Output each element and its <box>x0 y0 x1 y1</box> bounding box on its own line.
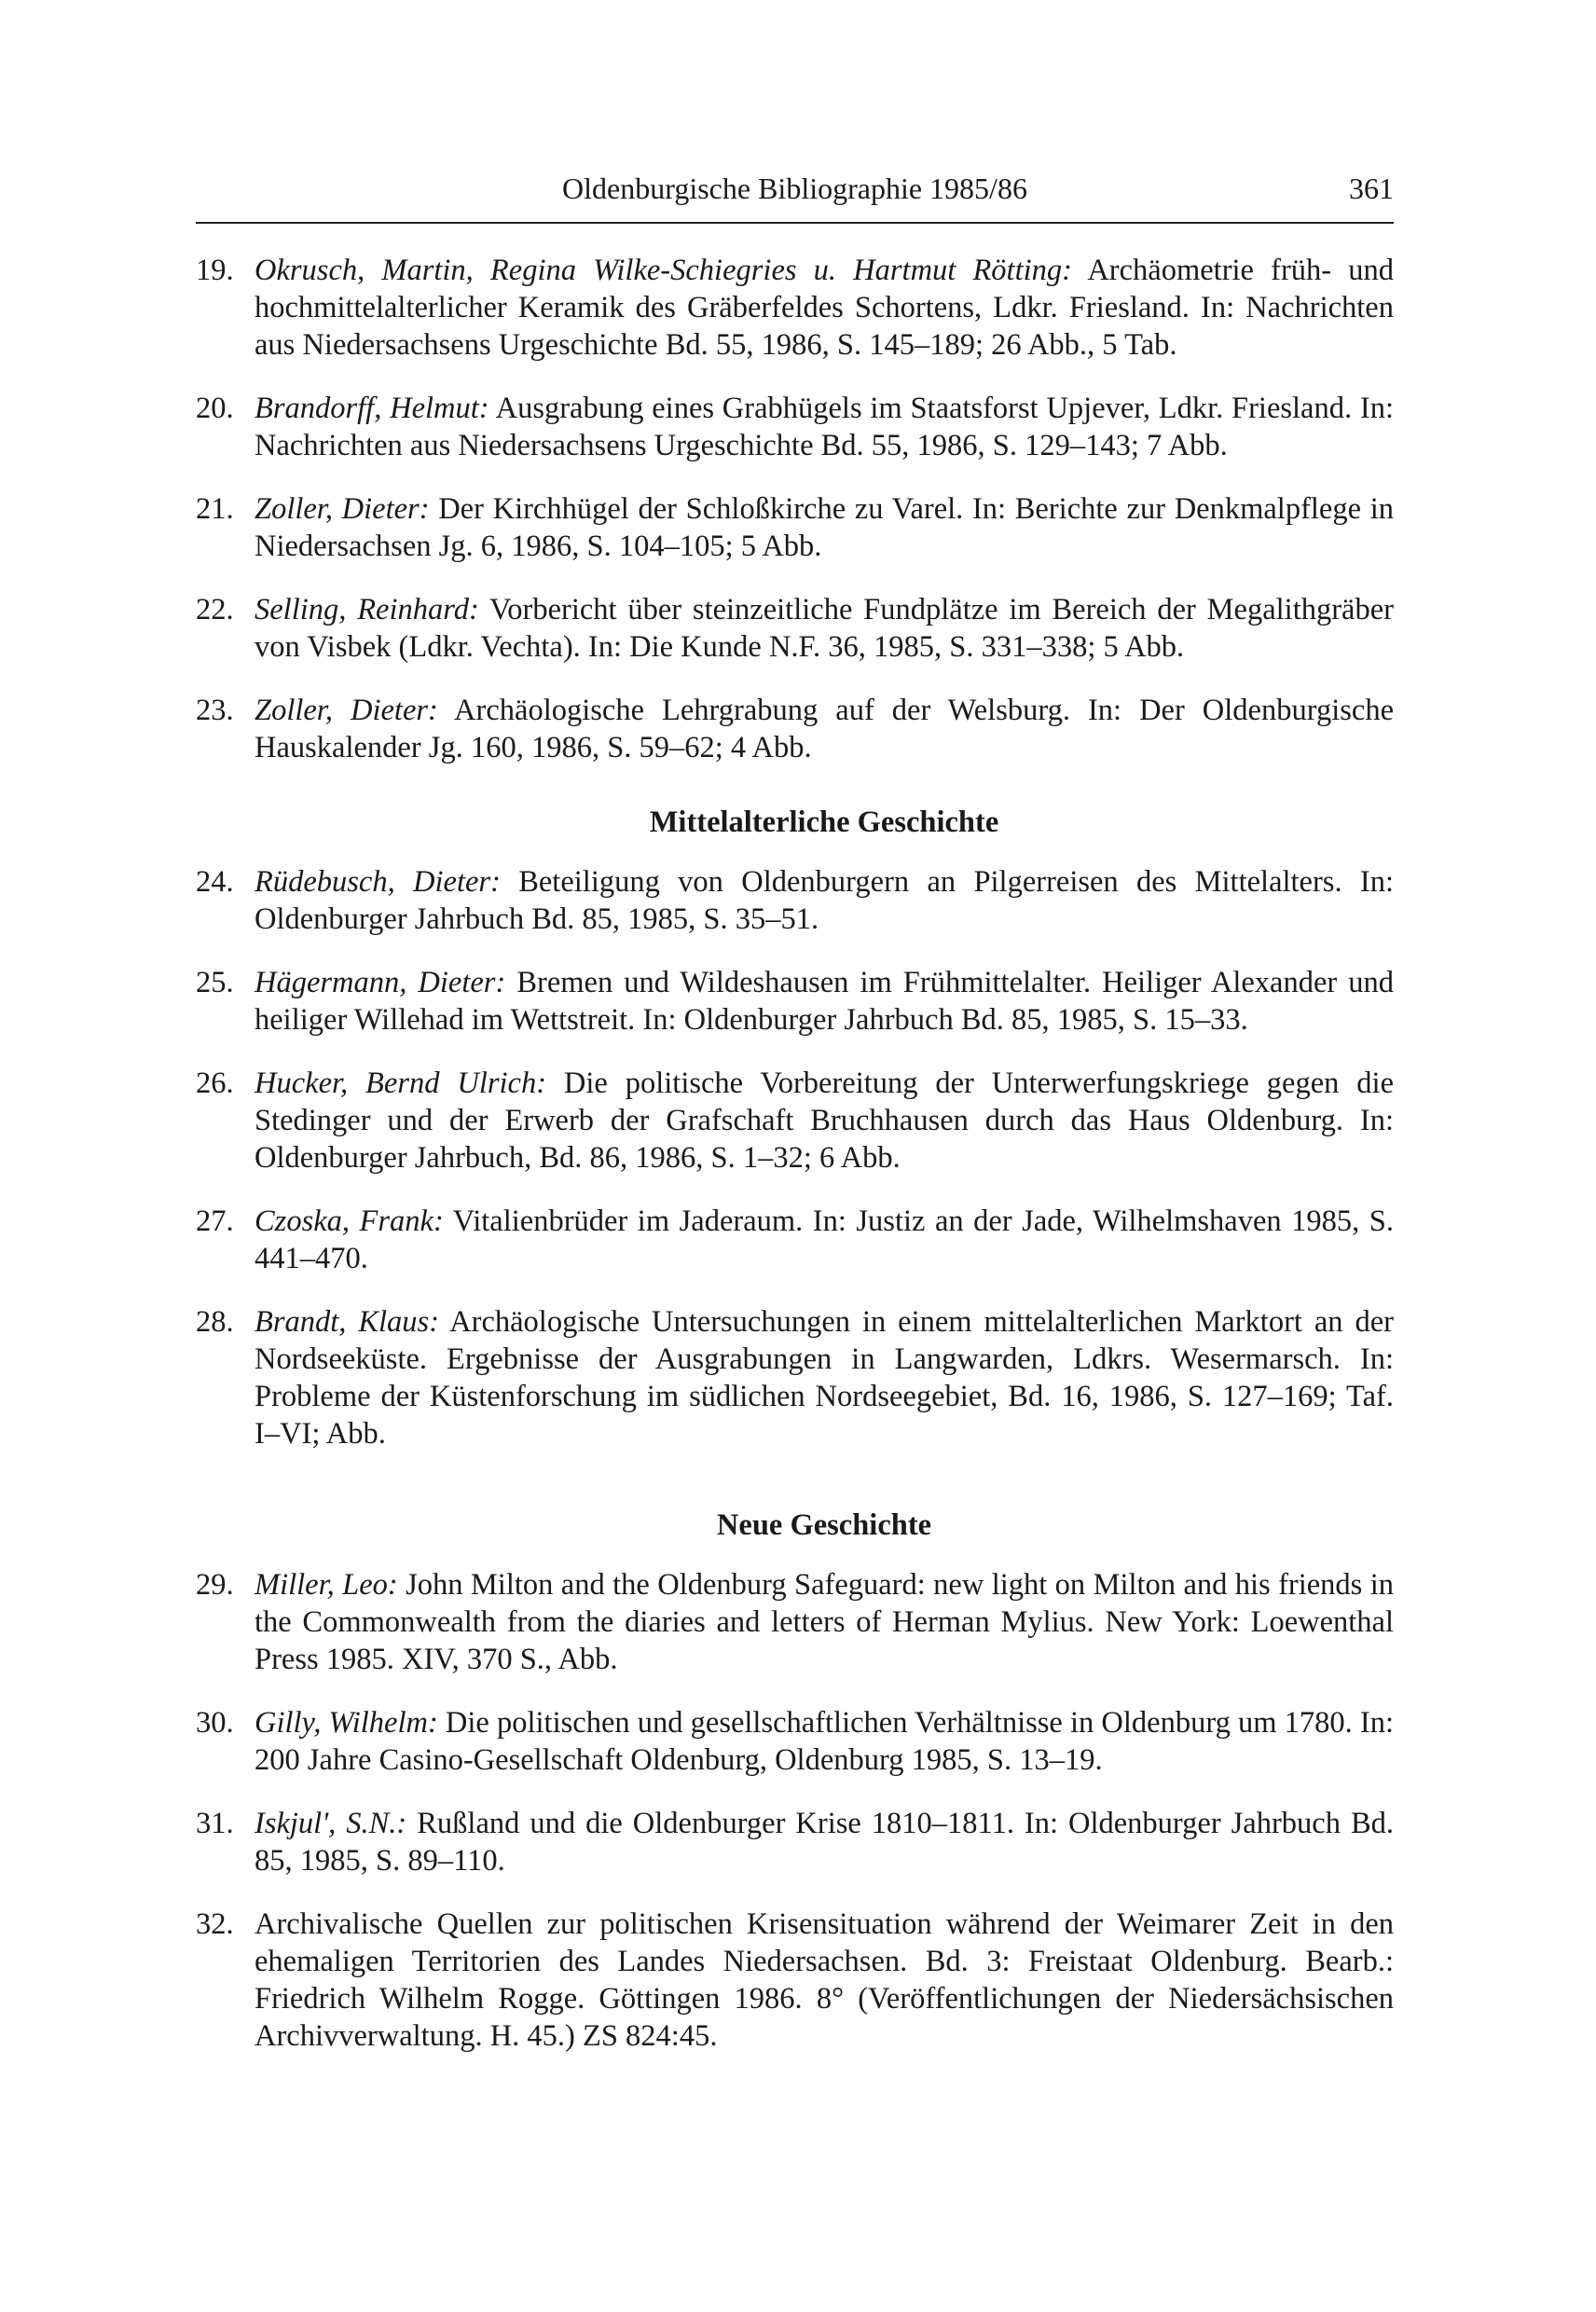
bibliography-entry <box>196 252 1394 364</box>
entry-number: 29. <box>196 1568 234 1602</box>
entry-text: Bremen und Wildeshausen im Frühmittelalter. Heiliger Alexander und heiliger Willehad im Wettstreit. In: Oldenburger Jahrbuch Bd. 85, 1985, S. 15–33. <box>255 966 1394 1037</box>
bibliography-entry <box>196 591 1394 666</box>
entry-author: Hucker, Bernd Ulrich: <box>255 1067 547 1100</box>
entry-text: Die politische Vorbereitung der Unterwerfungskriege gegen die Stedinger und der Erwerb der Grafschaft Bruchhausen durch das Haus Oldenburg. In: Oldenburger Jahrbuch, Bd. 86, 1986, S. 1–32; 6 Abb. <box>255 1067 1394 1175</box>
bibliography-entry <box>196 390 1394 464</box>
entry-author: Zoller, Dieter: <box>255 694 438 727</box>
entry-number: 23. <box>196 694 234 727</box>
entry-author: Iskjul', S.N.: <box>255 1807 407 1840</box>
entry-author: Selling, Reinhard: <box>255 593 479 626</box>
entry-text: Die politischen und gesellschaftlichen Verhältnisse in Oldenburg um 1780. In: 200 Jahre Casino-Gesellschaft Oldenburg, Oldenburg 1985, S. 13–19. <box>255 1706 1394 1777</box>
bibliography-entry <box>196 863 1394 938</box>
entry-number: 31. <box>196 1807 234 1840</box>
bibliography-entry <box>196 490 1394 565</box>
bibliography-entry <box>196 1704 1394 1779</box>
entry-number: 26. <box>196 1067 234 1100</box>
entry-number: 32. <box>196 1907 234 1941</box>
entry-author: Rüdebusch, Dieter: <box>255 865 501 899</box>
entry-number: 25. <box>196 966 234 999</box>
bibliography-entry <box>196 1566 1394 1678</box>
entry-text: Beteiligung von Oldenburgern an Pilgerreisen des Mittelalters. In: Oldenburger Jahrbuch Bd. 85, 1985, S. 35–51. <box>255 865 1394 936</box>
entry-text: Archäologische Lehrgrabung auf der Welsburg. In: Der Oldenburgische Hauskalender Jg. 160, 1986, S. 59–62; 4 Abb. <box>255 694 1394 764</box>
entry-number: 19. <box>196 254 234 287</box>
entry-number: 22. <box>196 593 234 626</box>
bibliography-entry <box>196 1303 1394 1452</box>
entry-text: Vitalienbrüder im Jaderaum. In: Justiz an der Jade, Wilhelmshaven 1985, S. 441–470. <box>255 1204 1394 1275</box>
bibliography-entry <box>196 1065 1394 1177</box>
entry-text: Archivalische Quellen zur politischen Krisensituation während der Weimarer Zeit in den ehemaligen Territorien des Landes Niedersachsen. Bd. 3: Freistaat Oldenburg. Bearb.: Friedrich Wilhelm Rogge. Göttingen 1986. 8° (Veröffentlichungen der Niedersächsischen Archivverwaltung. H. 45.) ZS 824:45. <box>255 1907 1394 2053</box>
entry-author: Czoska, Frank: <box>255 1204 444 1238</box>
entry-number: 27. <box>196 1204 234 1238</box>
entry-author: Brandt, Klaus: <box>255 1305 440 1339</box>
entry-author: Brandorff, Helmut: <box>255 392 489 425</box>
bibliography-body <box>196 252 1394 2081</box>
bibliography-entry <box>196 964 1394 1039</box>
page-header <box>196 172 1394 216</box>
entry-number: 28. <box>196 1305 234 1339</box>
entry-text: John Milton and the Oldenburg Safeguard: new light on Milton and his friends in the Commonwealth from the diaries and letters of Herman Mylius. New York: Loewenthal Press 1985. XIV, 370 S., Abb. <box>255 1568 1394 1676</box>
entry-author: Gilly, Wilhelm: <box>255 1706 438 1740</box>
bibliography-entry <box>196 1906 1394 2055</box>
entry-number: 21. <box>196 492 234 526</box>
header-divider <box>196 222 1394 224</box>
entry-author: Okrusch, Martin, Regina Wilke-Schiegries u. Hartmut Rötting: <box>255 254 1072 287</box>
entry-text: Archäologische Untersuchungen in einem mittelalterlichen Marktort an der Nordseeküste. Ergebnisse der Ausgrabungen in Langwarden, Ldkrs. Wesermarsch. In: Probleme der Küstenforschung im südlichen Nordseegebiet, Bd. 16, 1986, S. 127–169; Taf. I–VI; Abb. <box>255 1305 1394 1451</box>
entry-author: Miller, Leo: <box>255 1568 398 1602</box>
entry-text: Archäometrie früh- und hochmittelalterlicher Keramik des Gräberfeldes Schortens, Ldkr. Friesland. In: Nachrichten aus Niedersachsens Urgeschichte Bd. 55, 1986, S. 145–189; 26 Abb., 5 Tab. <box>255 254 1394 362</box>
page-number: 361 <box>1349 172 1394 205</box>
section-heading: Mittelalterliche Geschichte <box>649 805 999 839</box>
entry-author: Zoller, Dieter: <box>255 492 430 526</box>
bibliography-entry <box>196 1805 1394 1879</box>
section-heading: Neue Geschichte <box>716 1508 932 1542</box>
entry-number: 24. <box>196 865 234 899</box>
entry-text: Rußland und die Oldenburger Krise 1810–1811. In: Oldenburger Jahrbuch Bd. 85, 1985, S. 89–110. <box>255 1807 1394 1878</box>
bibliography-entry <box>196 1203 1394 1277</box>
entry-text: Vorbericht über steinzeitliche Fundplätze im Bereich der Megalithgräber von Visbek (Ldkr. Vechta). In: Die Kunde N.F. 36, 1985, S. 331–338; 5 Abb. <box>255 593 1394 664</box>
entry-number: 20. <box>196 392 234 425</box>
entry-text: Ausgrabung eines Grabhügels im Staatsforst Upjever, Ldkr. Friesland. In: Nachrichten aus Niedersachsens Urgeschichte Bd. 55, 1986, S. 129–143; 7 Abb. <box>255 392 1394 462</box>
entry-number: 30. <box>196 1706 234 1740</box>
bibliography-entry <box>196 692 1394 766</box>
entry-text: Der Kirchhügel der Schloßkirche zu Varel. In: Berichte zur Denkmalpflege in Niedersachsen Jg. 6, 1986, S. 104–105; 5 Abb. <box>255 492 1394 563</box>
entry-author: Hägermann, Dieter: <box>255 966 506 999</box>
running-title: Oldenburgische Bibliographie 1985/86 <box>562 172 1027 205</box>
